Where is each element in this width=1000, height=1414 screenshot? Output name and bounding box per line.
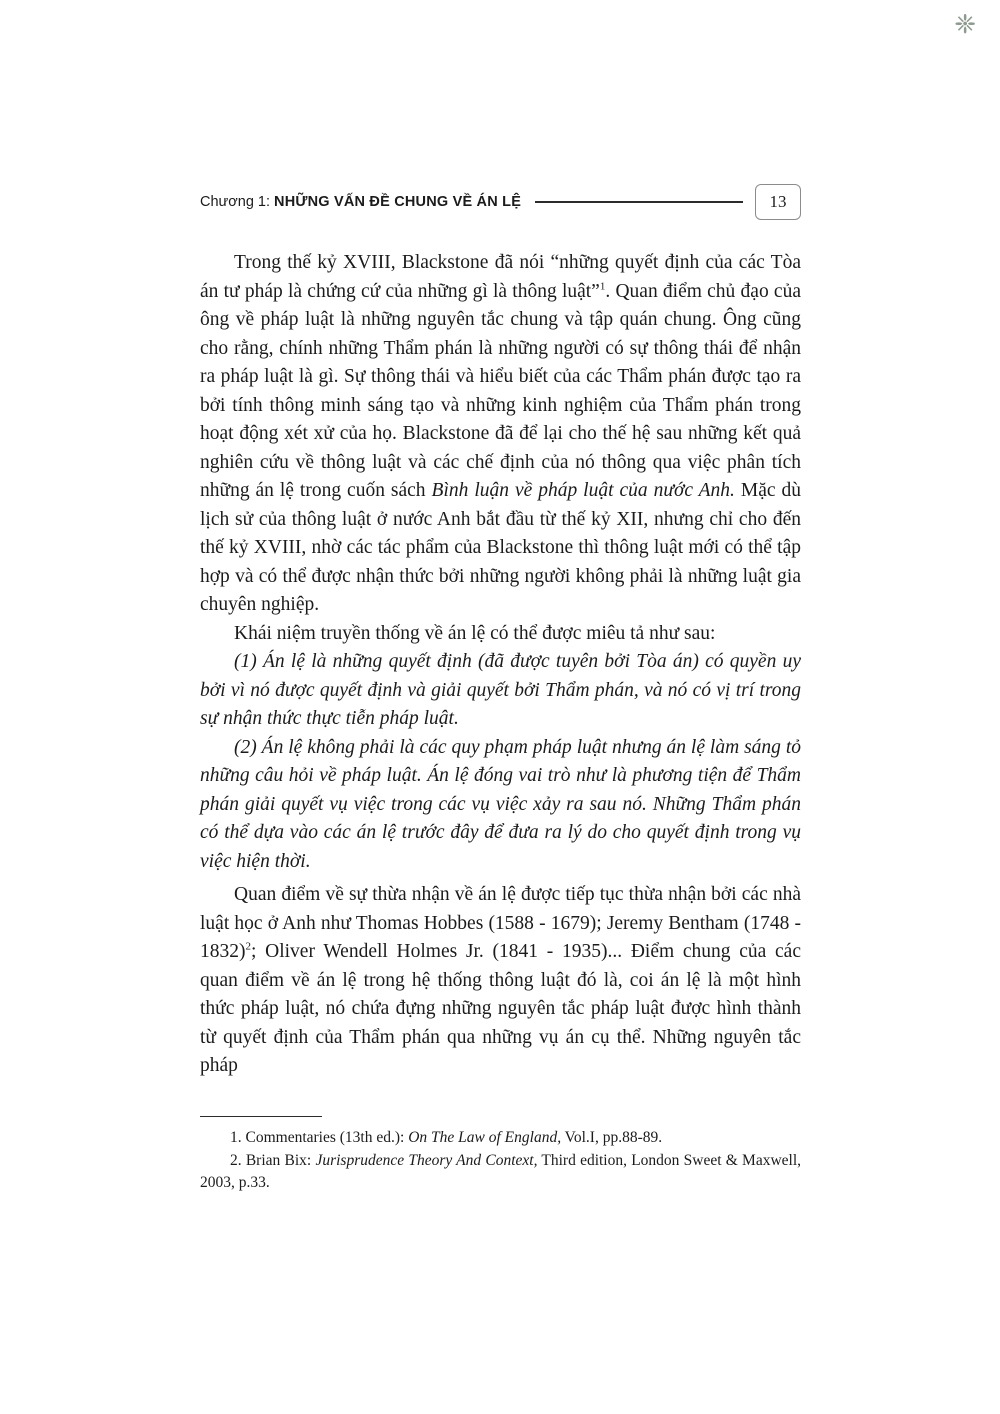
paragraph-3-definition-1 [200, 648, 801, 734]
paragraph-1 [200, 249, 801, 620]
footnote-2 [200, 1150, 801, 1195]
work-title-italic: On The Law of England, [408, 1129, 562, 1146]
text-run: 1. Commentaries (13th ed.): [230, 1129, 409, 1146]
text-run: (2) Án lệ không phải là các quy phạm pháp luật nhưng án lệ làm sáng tỏ những câu hỏi về pháp luật. Án lệ đóng vai trò như là phương tiện để Thẩm phán giải quyết vụ việc trong các vụ việc xảy ra sau nó. Những Thẩm phán có thể dựa vào các án lệ trước đây để đưa ra lý do cho quyết định trong vụ việc hiện thời. [200, 736, 801, 872]
text-run: Vol.I, pp.88-89. [561, 1129, 663, 1146]
paragraph-2 [200, 620, 801, 649]
text-run: Third edition, London Sweet & Maxwell, 2003, p.33. [200, 1151, 802, 1191]
text-run: Khái niệm truyền thống về án lệ có thể được miêu tả như sau: [234, 622, 716, 644]
footnotes [200, 1116, 801, 1195]
text-run: (1) Án lệ là những quyết định (đã được tuyên bởi Tòa án) có quyền uy bởi vì nó được quyết định và giải quyết bởi Thẩm phán, và nó có vị trí trong sự nhận thức thực tiễn pháp luật. [200, 651, 801, 729]
flower-icon: ❈ [954, 10, 976, 39]
chapter-prefix: Chương 1: [200, 194, 275, 210]
footnote-ref-1: 1 [599, 280, 606, 292]
page-number-box [755, 184, 801, 220]
text-run: Trong thế kỷ XVIII, Blackstone đã nói “những quyết định của các Tòa án tư pháp là chứng cứ của những gì là thông luật” [200, 252, 801, 302]
text-run: Mặc dù lịch sử của thông luật ở nước Anh bắt đầu từ thế kỷ XII, nhưng chỉ cho đến thế kỷ XVIII, nhờ các tác phẩm của Blackstone thì thông luật mới có thể tập hợp và có thể được nhận thức bởi những người không phải là những luật gia chuyên nghiệp. [200, 480, 802, 615]
paragraph-4-definition-2 [200, 734, 801, 877]
page-number: 13 [769, 192, 787, 211]
chapter-title: NHỮNG VẤN ĐỀ CHUNG VỀ ÁN LỆ [274, 194, 522, 210]
text-run: ; Oliver Wendell Holmes Jr. (1841 - 1935)... Điểm chung của các quan điểm về án lệ trong hệ thống thông luật đó là, coi án lệ là một hình thức pháp luật, nó chứa đựng những nguyên tắc pháp luật được hình thành từ quyết định của Thẩm phán qua những vụ án cụ thể. Những nguyên tắc pháp [200, 941, 801, 1076]
book-title-italic: Bình luận về pháp luật của nước Anh. [431, 480, 735, 501]
work-title-italic: Jurisprudence Theory And Context, [315, 1151, 538, 1169]
text-run: 2. Brian Bix: [230, 1151, 316, 1169]
header-rule [535, 201, 743, 203]
text-run: . Quan điểm chủ đạo của ông về pháp luật là những nguyên tắc chung và tập quán chung. Ông cũng cho rằng, chính những Thẩm phán là những người có sự thông thái để nhận ra pháp luật là gì. Sự thông thái và hiểu biết của các Thẩm phán được tạo ra bởi tính thông minh sáng tạo và những kinh nghiệm của Thẩm phán trong hoạt động xét xử của họ. Blackstone đã để lại cho thế hệ sau những kết quả nghiên cứu về thông luật và các chế định của nó thông qua việc phân tích những án lệ trong cuốn sách [200, 280, 801, 501]
footnote-ref-2: 2 [245, 940, 251, 953]
footnote-rule [200, 1116, 322, 1117]
page-body [200, 249, 801, 1081]
paragraph-5 [200, 881, 801, 1081]
chapter-header [200, 184, 801, 220]
text-run: Quan điểm về sự thừa nhận về án lệ được tiếp tục thừa nhận bởi các nhà luật học ở Anh như Thomas Hobbes (1588 - 1679); Jeremy Bentham (1748 - 1832) [200, 884, 801, 962]
footnote-1 [200, 1127, 801, 1150]
